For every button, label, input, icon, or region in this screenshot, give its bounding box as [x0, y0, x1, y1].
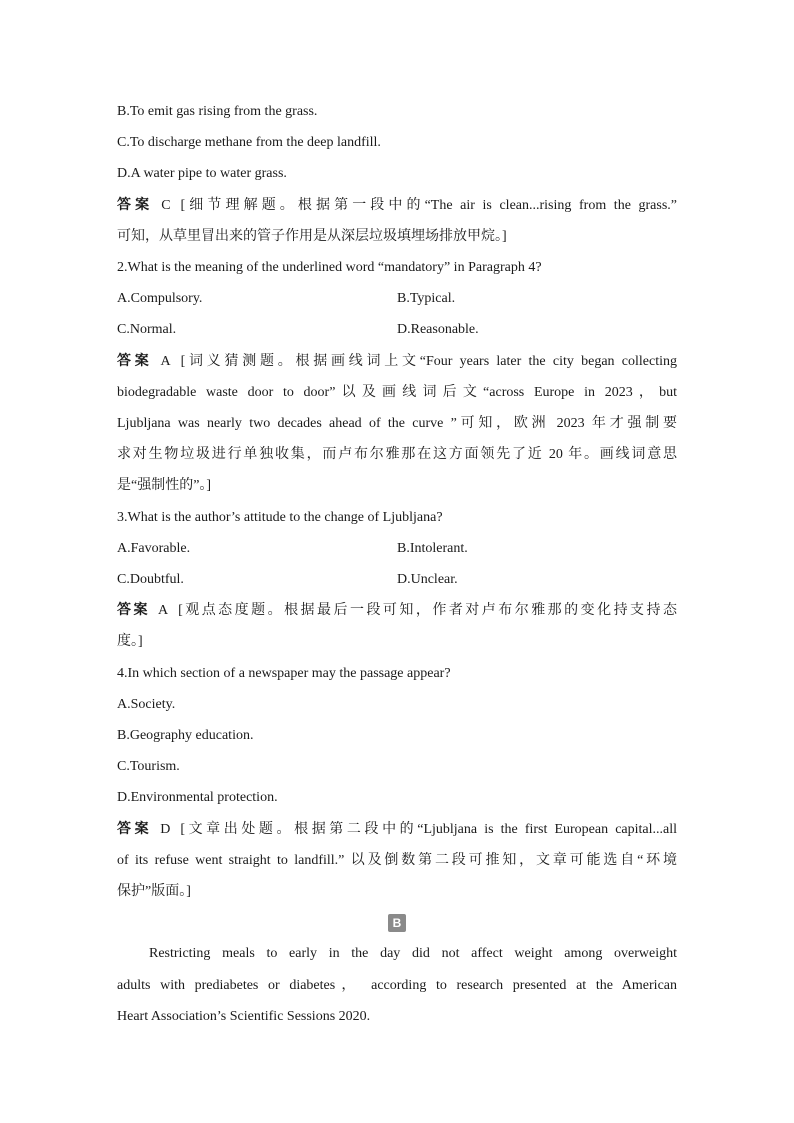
q4-option-c: C.Tourism.: [117, 759, 180, 775]
section-b-para-line2: adults with prediabetes or diabetes， according to research presented at the American: [117, 977, 677, 993]
q4-stem: 4.In which section of a newspaper may the passage appear?: [117, 665, 451, 681]
q2-explanation-line4: 求对生物垃圾进行单独收集，而卢布尔雅那在这方面领先了近 20 年。画线词意思: [117, 447, 677, 463]
q3-option-d: D.Unclear.: [397, 572, 458, 588]
q3-option-c: C.Doubtful.: [117, 572, 184, 588]
q1-explanation-line2: 可知，从草里冒出来的管子作用是从深层垃圾填埋场排放甲烷。]: [117, 228, 507, 244]
q2-explanation-line5: 是“强制性的”。]: [117, 478, 212, 494]
q3-options-row1: [117, 533, 677, 564]
answer-letter: A: [157, 603, 169, 619]
q2-stem: [117, 252, 677, 283]
q2-stem-before: 2.What is the meaning of the underlined word “: [117, 260, 385, 276]
q2-explanation-line3: Ljubljana was nearly two decades ahead of the curve ”可知，欧洲 2023 年才强制要: [117, 416, 677, 432]
q2-option-a: A.Compulsory.: [117, 291, 203, 307]
section-b-para-line1: Restricting meals to early in the day did not affect weight among overweight: [149, 946, 677, 962]
answer-letter: D: [160, 821, 171, 837]
q1-explanation-line1: [细节理解题。根据第一段中的“The air is clean...rising from the grass.”: [180, 197, 677, 213]
q4-explanation-line2: of its refuse went straight to landfill.” 以及倒数第二段可推知，文章可能选自“环境: [117, 852, 677, 868]
answer-label: 答案: [117, 820, 153, 837]
q2-option-d: D.Reasonable.: [397, 322, 479, 338]
q4-option-b: B.Geography education.: [117, 728, 254, 744]
q2-option-c: C.Normal.: [117, 322, 177, 338]
q2-answer-line1: [117, 346, 677, 377]
section-b-header: [117, 907, 677, 938]
q2-stem-underlined-word: mandatory: [384, 260, 444, 276]
q2-stem-after: ” in Paragraph 4?: [443, 260, 542, 276]
q1-answer-line1: [117, 190, 677, 221]
q3-explanation-line2: 度。]: [117, 634, 143, 650]
q3-option-a: A.Favorable.: [117, 540, 191, 556]
document-page: [117, 96, 677, 1032]
q4-option-a: A.Society.: [117, 696, 176, 712]
q3-options-row2: [117, 564, 677, 595]
q4-option-d: D.Environmental protection.: [117, 790, 278, 806]
answer-label: 答案: [117, 352, 153, 369]
q1-option-c: C.To discharge methane from the deep landfill.: [117, 135, 381, 151]
section-b-badge: B: [388, 914, 406, 932]
answer-letter: A: [160, 353, 171, 369]
q1-option-d: D.A water pipe to water grass.: [117, 166, 287, 182]
q2-options-row1: [117, 283, 677, 314]
q2-explanation-line2: biodegradable waste door to door”以及画线词后文“across Europe in 2023，but: [117, 384, 677, 400]
q4-answer-line1: [117, 814, 677, 845]
answer-label: 答案: [117, 196, 154, 213]
q3-explanation-line1: [观点态度题。根据最后一段可知，作者对卢布尔雅那的变化持支持态: [178, 603, 677, 619]
q4-explanation-line3: 保护”版面。]: [117, 884, 191, 900]
answer-letter: C: [161, 197, 171, 213]
q2-options-row2: [117, 314, 677, 345]
q4-explanation-line1: [文章出处题。根据第二段中的“Ljubljana is the first European capital...all: [180, 821, 677, 837]
q3-answer-line1: [117, 595, 677, 626]
q1-option-b: B.To emit gas rising from the grass.: [117, 104, 318, 119]
q3-stem: 3.What is the author’s attitude to the change of Ljubljana?: [117, 509, 443, 525]
q3-option-b: B.Intolerant.: [397, 540, 468, 556]
answer-label: 答案: [117, 602, 150, 619]
q2-explanation-line1: [词义猜测题。根据画线词上文“Four years later the city began collecting: [180, 353, 677, 369]
q2-option-b: B.Typical.: [397, 291, 456, 307]
section-b-para-line3: Heart Association’s Scientific Sessions 2020.: [117, 1008, 371, 1024]
